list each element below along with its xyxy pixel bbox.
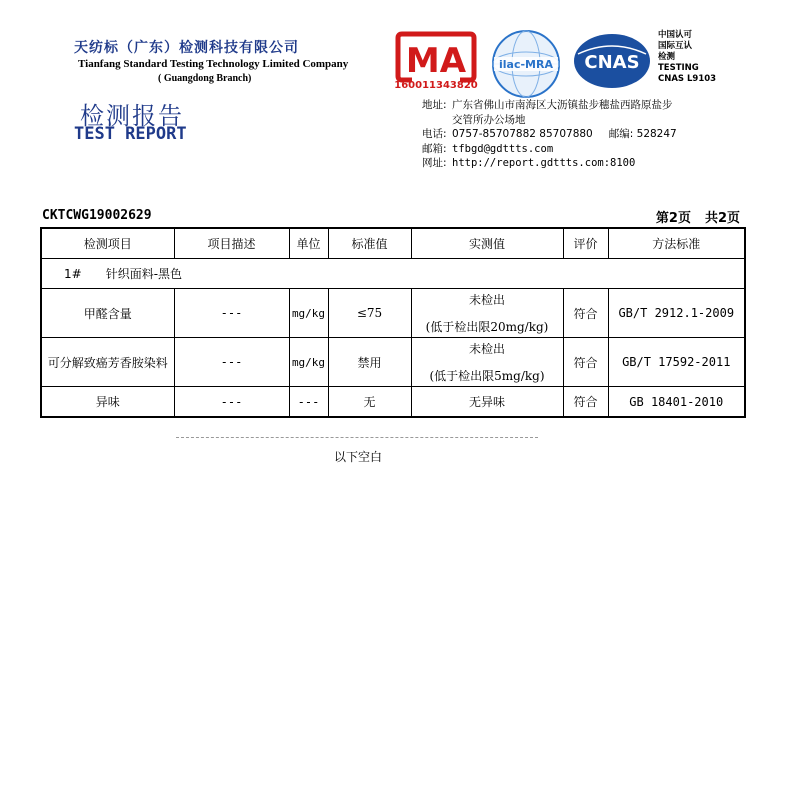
results-table bbox=[40, 227, 746, 418]
measured-note: (低于检出限5mg/kg) bbox=[429, 369, 545, 383]
col-header-evaluation: 评价 bbox=[563, 228, 608, 259]
email-value: tfbgd@gdttts.com bbox=[452, 142, 554, 155]
cell-item: 甲醛含量 bbox=[41, 289, 174, 338]
company-branch-en: ( Guangdong Branch) bbox=[158, 73, 252, 84]
address-label: 地址: bbox=[422, 99, 447, 111]
cell-measured: 无异味 bbox=[411, 387, 563, 418]
blank-below-note: 以下空白 bbox=[334, 450, 383, 464]
cell-method: GB/T 2912.1-2009 bbox=[608, 289, 745, 338]
cell-measured bbox=[411, 289, 563, 338]
col-header-measured: 实测值 bbox=[411, 228, 563, 259]
sample-label: 1# 针织面料-黑色 bbox=[41, 259, 745, 289]
end-divider bbox=[176, 437, 538, 438]
col-header-method: 方法标准 bbox=[608, 228, 745, 259]
cnas-line: 检测 bbox=[658, 52, 676, 62]
cell-standard: 禁用 bbox=[328, 338, 411, 387]
ilac-logo-text: ilac-MRA bbox=[499, 58, 553, 71]
col-header-description: 项目描述 bbox=[174, 228, 289, 259]
ilac-mra-logo-icon bbox=[490, 28, 562, 100]
table-row bbox=[41, 387, 745, 418]
address-line1: 广东省佛山市南海区大沥镇盐步穗盐西路原盐步 bbox=[452, 99, 673, 111]
cell-description: --- bbox=[174, 289, 289, 338]
contact-block bbox=[422, 98, 677, 171]
cell-standard: ≤75 bbox=[328, 289, 411, 338]
postcode-label: 邮编: bbox=[608, 128, 634, 140]
table-header-row bbox=[41, 228, 745, 259]
table-row bbox=[41, 289, 745, 338]
cell-description: --- bbox=[174, 387, 289, 418]
page-current: 第2页 bbox=[655, 211, 691, 226]
table-row bbox=[41, 338, 745, 387]
col-header-item: 检测项目 bbox=[41, 228, 174, 259]
cell-measured bbox=[411, 338, 563, 387]
postcode-value: 528247 bbox=[636, 128, 677, 140]
cell-method: GB/T 17592-2011 bbox=[608, 338, 745, 387]
cnas-line: TESTING bbox=[658, 63, 699, 73]
ma-logo-text: MA bbox=[405, 41, 467, 81]
web-label: 网址: bbox=[422, 157, 447, 169]
cell-unit: --- bbox=[289, 387, 328, 418]
company-name-cn: 天纺标（广东）检测科技有限公司 bbox=[74, 40, 299, 56]
phone-value: 0757-85707882 85707880 bbox=[452, 128, 593, 140]
sample-row bbox=[41, 259, 745, 289]
page-indicator bbox=[656, 207, 740, 226]
measured-note: (低于检出限20mg/kg) bbox=[425, 320, 549, 334]
web-value: http://report.gdttts.com:8100 bbox=[452, 157, 636, 169]
cell-item: 可分解致癌芳香胺染料 bbox=[41, 338, 174, 387]
cell-unit: mg/kg bbox=[289, 289, 328, 338]
cnas-logo-icon bbox=[572, 32, 652, 90]
page-total: 共2页 bbox=[704, 211, 740, 226]
col-header-unit: 单位 bbox=[289, 228, 328, 259]
report-number: CKTCWG19002629 bbox=[42, 208, 152, 223]
col-header-standard: 标准值 bbox=[328, 228, 411, 259]
measured-main: 未检出 bbox=[468, 293, 505, 307]
cell-evaluation: 符合 bbox=[563, 338, 608, 387]
cnas-line: 国际互认 bbox=[658, 41, 693, 51]
cell-unit: mg/kg bbox=[289, 338, 328, 387]
cma-code: 160011343820 bbox=[394, 80, 478, 91]
report-title-en: TEST REPORT bbox=[74, 124, 187, 144]
measured-main: 未检出 bbox=[468, 342, 505, 356]
address-line2: 交管所办公场地 bbox=[452, 113, 526, 126]
cell-evaluation: 符合 bbox=[563, 387, 608, 418]
email-label: 邮箱: bbox=[422, 142, 447, 155]
cnas-logo-text: CNAS bbox=[584, 52, 640, 73]
cell-item: 异味 bbox=[41, 387, 174, 418]
cell-description: --- bbox=[174, 338, 289, 387]
report-title-cn: 检测报告 bbox=[80, 102, 184, 130]
cnas-line: CNAS L9103 bbox=[658, 74, 717, 84]
company-name-en: Tianfang Standard Testing Technology Limited Company bbox=[78, 58, 349, 70]
phone-label: 电话: bbox=[422, 128, 447, 140]
cell-method: GB 18401-2010 bbox=[608, 387, 745, 418]
cell-standard: 无 bbox=[328, 387, 411, 418]
cnas-accreditation-text bbox=[658, 30, 716, 85]
cell-evaluation: 符合 bbox=[563, 289, 608, 338]
cnas-line: 中国认可 bbox=[658, 30, 693, 40]
